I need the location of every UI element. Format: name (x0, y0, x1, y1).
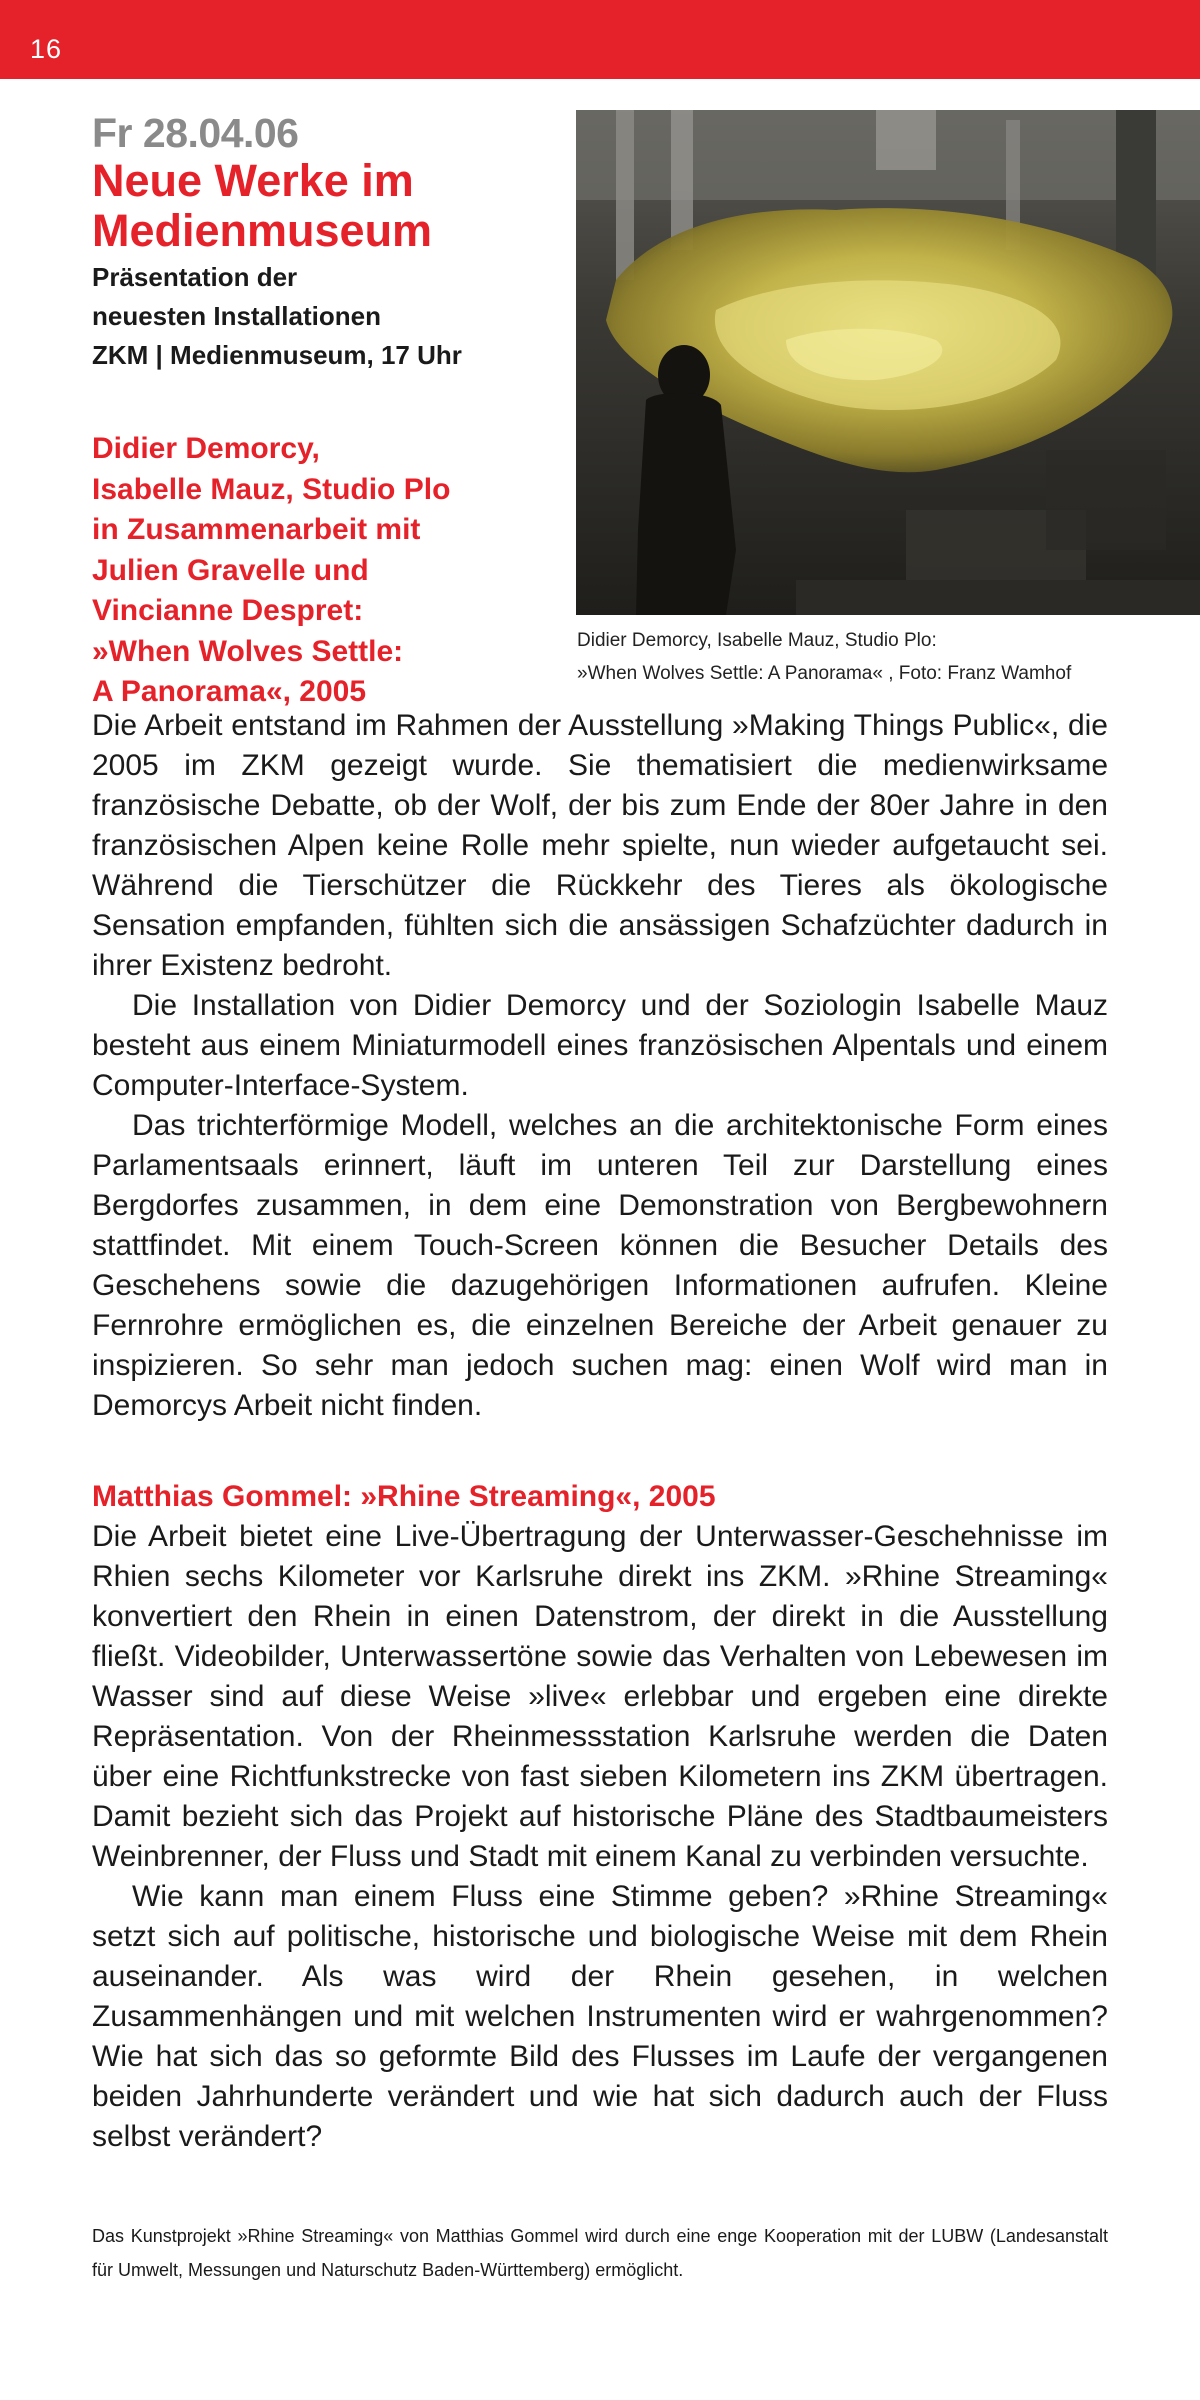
event-subtitle: Präsentation der neuesten Installationen ZKM | Medienmuseum, 17 Uhr (92, 262, 462, 370)
work1-heading-line: Vincianne Despret: (92, 594, 364, 627)
work2-heading: Matthias Gommel: »Rhine Streaming«, 2005 (92, 1480, 716, 1513)
work1-paragraph-2: Die Installation von Didier Demorcy und der Soziologin Isabelle Mauz besteht aus einem Miniaturmodell eines französischen Alpentals und einem Computer-Interface-System. (92, 989, 1108, 1102)
work2-paragraph-1: Die Arbeit bietet eine Live-Übertragung der Unterwasser-Geschehnisse im Rhien sechs Kilometer vor Karlsruhe direkt ins ZKM. »Rhine Streaming« konvertiert den Rhein in einen Datenstrom, der direkt in die Ausstellung fließt. Videobilder, Unterwassertöne sowie das Verhalten von Lebewesen im Wasser sind auf diese Weise »live« erlebbar und ergeben eine direkte Repräsentation. Von der Rheinmessstation Karlsruhe werden die Daten über eine Richtfunkstrecke von fast sieben Kilometern ins ZKM übertragen. Damit bezieht sich das Projekt auf historische Pläne des Stadtbaumeisters Weinbrenner, der Fluss und Stadt mit einem Kanal zu verbinden versuchte. (92, 1520, 1108, 1873)
work1-heading-line: in Zusammenarbeit mit (92, 513, 421, 546)
work1-heading-line: »When Wolves Settle: (92, 634, 404, 668)
page-header-bar (0, 0, 1200, 79)
work1-paragraph-3: Das trichterförmige Modell, welches an die architektonische Form eines Parlamentsaals erinnert, läuft im unteren Teil zur Darstellung eines Bergdorfes zusammen, in dem eine Demonstration von Bergbewohnern stattfindet. Mit einem Touch-Screen können die Besucher Details des Geschehens sowie die dazugehörigen Informationen aufrufen. Kleine Fernrohre ermöglichen es, die einzelnen Bereiche der Arbeit genauer zu inspizieren. So sehr man jedoch suchen mag: einen Wolf wird man in Demorcys Arbeit nicht finden. (92, 1109, 1108, 1422)
photo-caption (577, 624, 1187, 690)
work1-heading-line: Didier Demorcy, (92, 432, 320, 465)
work1-heading-line: Isabelle Mauz, Studio Plo (92, 472, 451, 506)
work2-body (92, 1517, 1108, 2157)
work1-paragraph-1: Die Arbeit entstand im Rahmen der Ausstellung »Making Things Public«, die 2005 im ZKM gezeigt wurde. Sie thematisiert die medienwirksame französische Debatte, ob der Wolf, der bis zum Ende der 80er Jahre in den französischen Alpen keine Rolle mehr spielte, nun wieder aufgetaucht sei. Während die Tierschützer die Rückkehr des Tieres als ökologische Sensation empfanden, fühlten sich die ansässigen Schafzüchter dadurch in ihrer Existenz bedroht. (92, 709, 1108, 982)
work2-footnote: Das Kunstprojekt »Rhine Streaming« von Matthias Gommel wird durch eine enge Kooperation mit der LUBW (Landesanstalt für Umwelt, Messungen und Naturschutz Baden-Württemberg) ermöglicht. (92, 2226, 1108, 2280)
photo-caption-line-1: Didier Demorcy, Isabelle Mauz, Studio Plo: (577, 630, 937, 651)
event-header (92, 110, 552, 375)
installation-photo (576, 110, 1200, 615)
event-title-line-1: Neue Werke im (92, 155, 414, 206)
photo-caption-line-2: »When Wolves Settle: A Panorama« , Foto: Franz Wamhof (577, 663, 1072, 684)
page-number: 16 (30, 34, 63, 64)
work1-heading-line: Julien Gravelle und (92, 553, 369, 587)
photo-illustration (576, 110, 1200, 615)
work1-body (92, 706, 1108, 1426)
work1-heading (92, 429, 562, 713)
event-date: Fr 28.04.06 (92, 110, 299, 156)
event-title (92, 156, 552, 256)
work1-heading-line: A Panorama«, 2005 (92, 675, 367, 708)
work2-paragraph-2: Wie kann man einem Fluss eine Stimme geben? »Rhine Streaming« setzt sich auf politische, historische und biologische Weise mit dem Rhein auseinander. Als was wird der Rhein gesehen, in welchen Zusammenhängen und mit welchen Instrumenten wird er wahrgenommen? Wie hat sich das so geformte Bild des Flusses im Laufe der vergangenen beiden Jahrhunderte verändert und wie hat sich dadurch auch der Fluss selbst verändert? (92, 1880, 1108, 2153)
event-title-line-2: Medienmuseum (92, 205, 433, 256)
